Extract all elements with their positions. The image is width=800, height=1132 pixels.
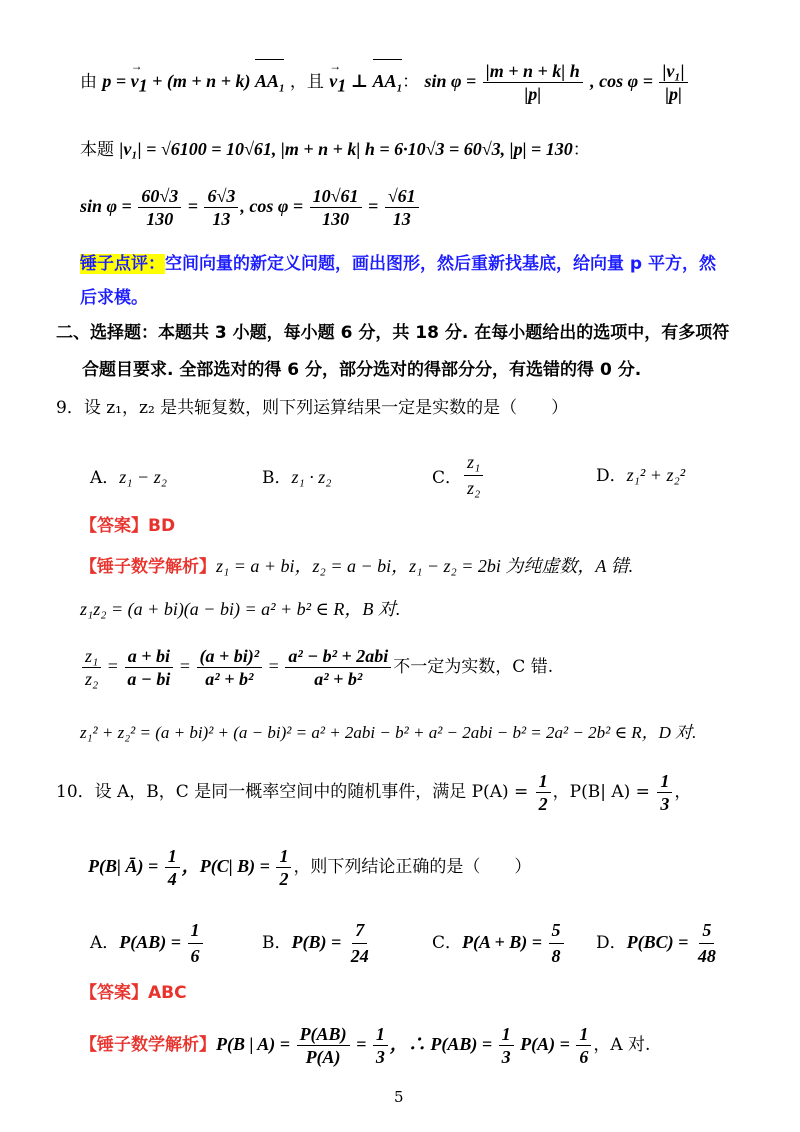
- q9-option-a: A．z₁ − z₂: [90, 467, 167, 488]
- math-lhs: p =: [102, 71, 131, 91]
- sin-lhs: sin φ =: [424, 71, 481, 91]
- q10-option-a: A．P(AB) = $\frac{1}{6}$: [90, 920, 205, 967]
- fraction-2: $\frac{6√3}{13}$: [204, 187, 238, 228]
- q9-analysis-3: $\frac{\text{z₁}}{\text{z₂}}$ = $\frac{a + bi}{a - bi}$ = $\frac{\text{(a + bi)²}}{\text{a² + b²}}$ = $\frac{\text{a² − b² + 2abi}}{\text{a² + b²}}$ 不一定为实数，C 错.: [80, 647, 553, 688]
- q10-analysis-1: 【锤子数学解析】P(B | A) = $\frac{P(AB)}{P(A)}$ = $\frac{1}{3}$ ，∴ P(AB) = $\frac{1}{3}$ P(A) = $\frac{1}{6}$ ，A 对.: [80, 1024, 651, 1067]
- colon: ：: [402, 72, 420, 92]
- q9-stem: 9．设 z₁，z₂ 是共轭复数，则下列运算结果一定是实数的是（ ）: [56, 398, 569, 418]
- comment-line-2: [80, 290, 148, 307]
- text-prefix-2: 本题: [80, 140, 114, 160]
- formula-line-2: [80, 140, 590, 159]
- q10-option-b: B．P(B) = $\frac{7}{24}$: [262, 920, 369, 966]
- comment-label: 锤子点评：: [80, 254, 165, 274]
- q9-analysis-2: z₁z₂ = (a + bi)(a − bi) = a² + b² ∈ R，B 对.: [80, 599, 401, 619]
- text-sep: ，且: [289, 72, 330, 92]
- comment-line-1: [80, 256, 716, 273]
- formula-line-1: 由 p = → $v_1 + (m + n + k)$ $AA_1$ ，且 → $v_1$ ⊥ $AA_1$： sin φ = $\frac{|m + n + k| h}{|p|}$ , cos φ = $\frac{\text{|v₁|}}{|p|}$: [80, 62, 690, 103]
- math-expr-2: |v₁| = √6100 = 10√61, |m + n + k| h = 6·10√3 = 60√3, |p| = 130: [119, 139, 573, 159]
- fraction-3: $\frac{10√61}{130}$: [310, 187, 362, 228]
- cos-lhs-3: , cos φ =: [240, 196, 308, 216]
- q9-option-b: B．z₁ · z₂: [262, 467, 332, 488]
- q9-analysis-4: z₁² + z₂² = (a + bi)² + (a − bi)² = a² + 2abi − b² + a² − 2abi − b² = 2a² − 2b² ∈ R，D 对.: [80, 723, 697, 742]
- vector-v1: → v: [131, 72, 139, 90]
- comment-text-1: 空间向量的新定义问题，画出图形，然后重新找基底，给向量 p 平方，然: [165, 254, 717, 274]
- vector-aa1-b: $AA_1$: [373, 71, 403, 91]
- q10-answer: 【答案】ABC: [80, 983, 187, 1003]
- q10-option-c: C．P(A + B) = $\frac{5}{8}$: [432, 920, 566, 967]
- sin-lhs-3: sin φ =: [80, 196, 137, 216]
- cos-lhs: , cos φ =: [590, 71, 658, 91]
- q9-answer: 【答案】BD: [80, 516, 176, 536]
- q9-analysis-1: 【锤子数学解析】z₁ = a + bi，z₂ = a − bi，z₁ − z₂ = 2bi 为纯虚数，A 错.: [80, 556, 634, 577]
- text-prefix: 由: [80, 72, 97, 92]
- q9-option-d: D．z₁² + z₂²: [596, 465, 686, 486]
- fraction-1: $\frac{60√3}{130}$: [138, 187, 181, 228]
- q10-stem-1: 10．设 A，B，C 是同一概率空间中的随机事件，满足 P(A) = $\frac{1}{2}$ ，P(B| A) = $\frac{1}{3}$ ，: [56, 771, 692, 814]
- formula-line-3: sin φ = $\frac{60√3}{130}$ = $\frac{6√3}{13}$ , cos φ = $\frac{10√61}{130}$ = $\frac{√61}{13}$: [80, 187, 421, 228]
- page-number: 5: [394, 1088, 404, 1106]
- vector-aa1: $AA_1$: [255, 71, 285, 91]
- suffix-2: ：: [572, 140, 590, 160]
- perp-symbol: ⊥: [346, 71, 373, 91]
- q9-option-c: C． $\frac{\text{z₁}}{\text{z₂}}$: [432, 452, 485, 499]
- math-mid: + (m + n + k): [147, 71, 255, 91]
- q10-option-d: D．P(BC) = $\frac{5}{48}$: [596, 920, 716, 966]
- q10-stem-2: P(B| Ā) = $\frac{1}{4}$ ，P(C| B) = $\frac{1}{2}$ ，则下列结论正确的是（ ）: [88, 846, 532, 889]
- section-2-line-2: 合题目要求. 全部选对的得 6 分，部分选对的得部分分，有选错的得 0 分.: [82, 360, 642, 380]
- fraction-4: $\frac{√61}{13}$: [385, 187, 419, 228]
- vector-v1-b: → v: [329, 72, 337, 90]
- fraction-cos: $\frac{\text{|v₁|}}{|p|}$: [659, 62, 687, 103]
- fraction-sin: $\frac{|m + n + k| h}{|p|}$: [483, 62, 583, 103]
- section-2-line-1: 二、选择题：本题共 3 小题，每小题 6 分，共 18 分. 在每小题给出的选项中，有多项符: [56, 323, 730, 343]
- comment-text-2: 后求模。: [80, 288, 148, 308]
